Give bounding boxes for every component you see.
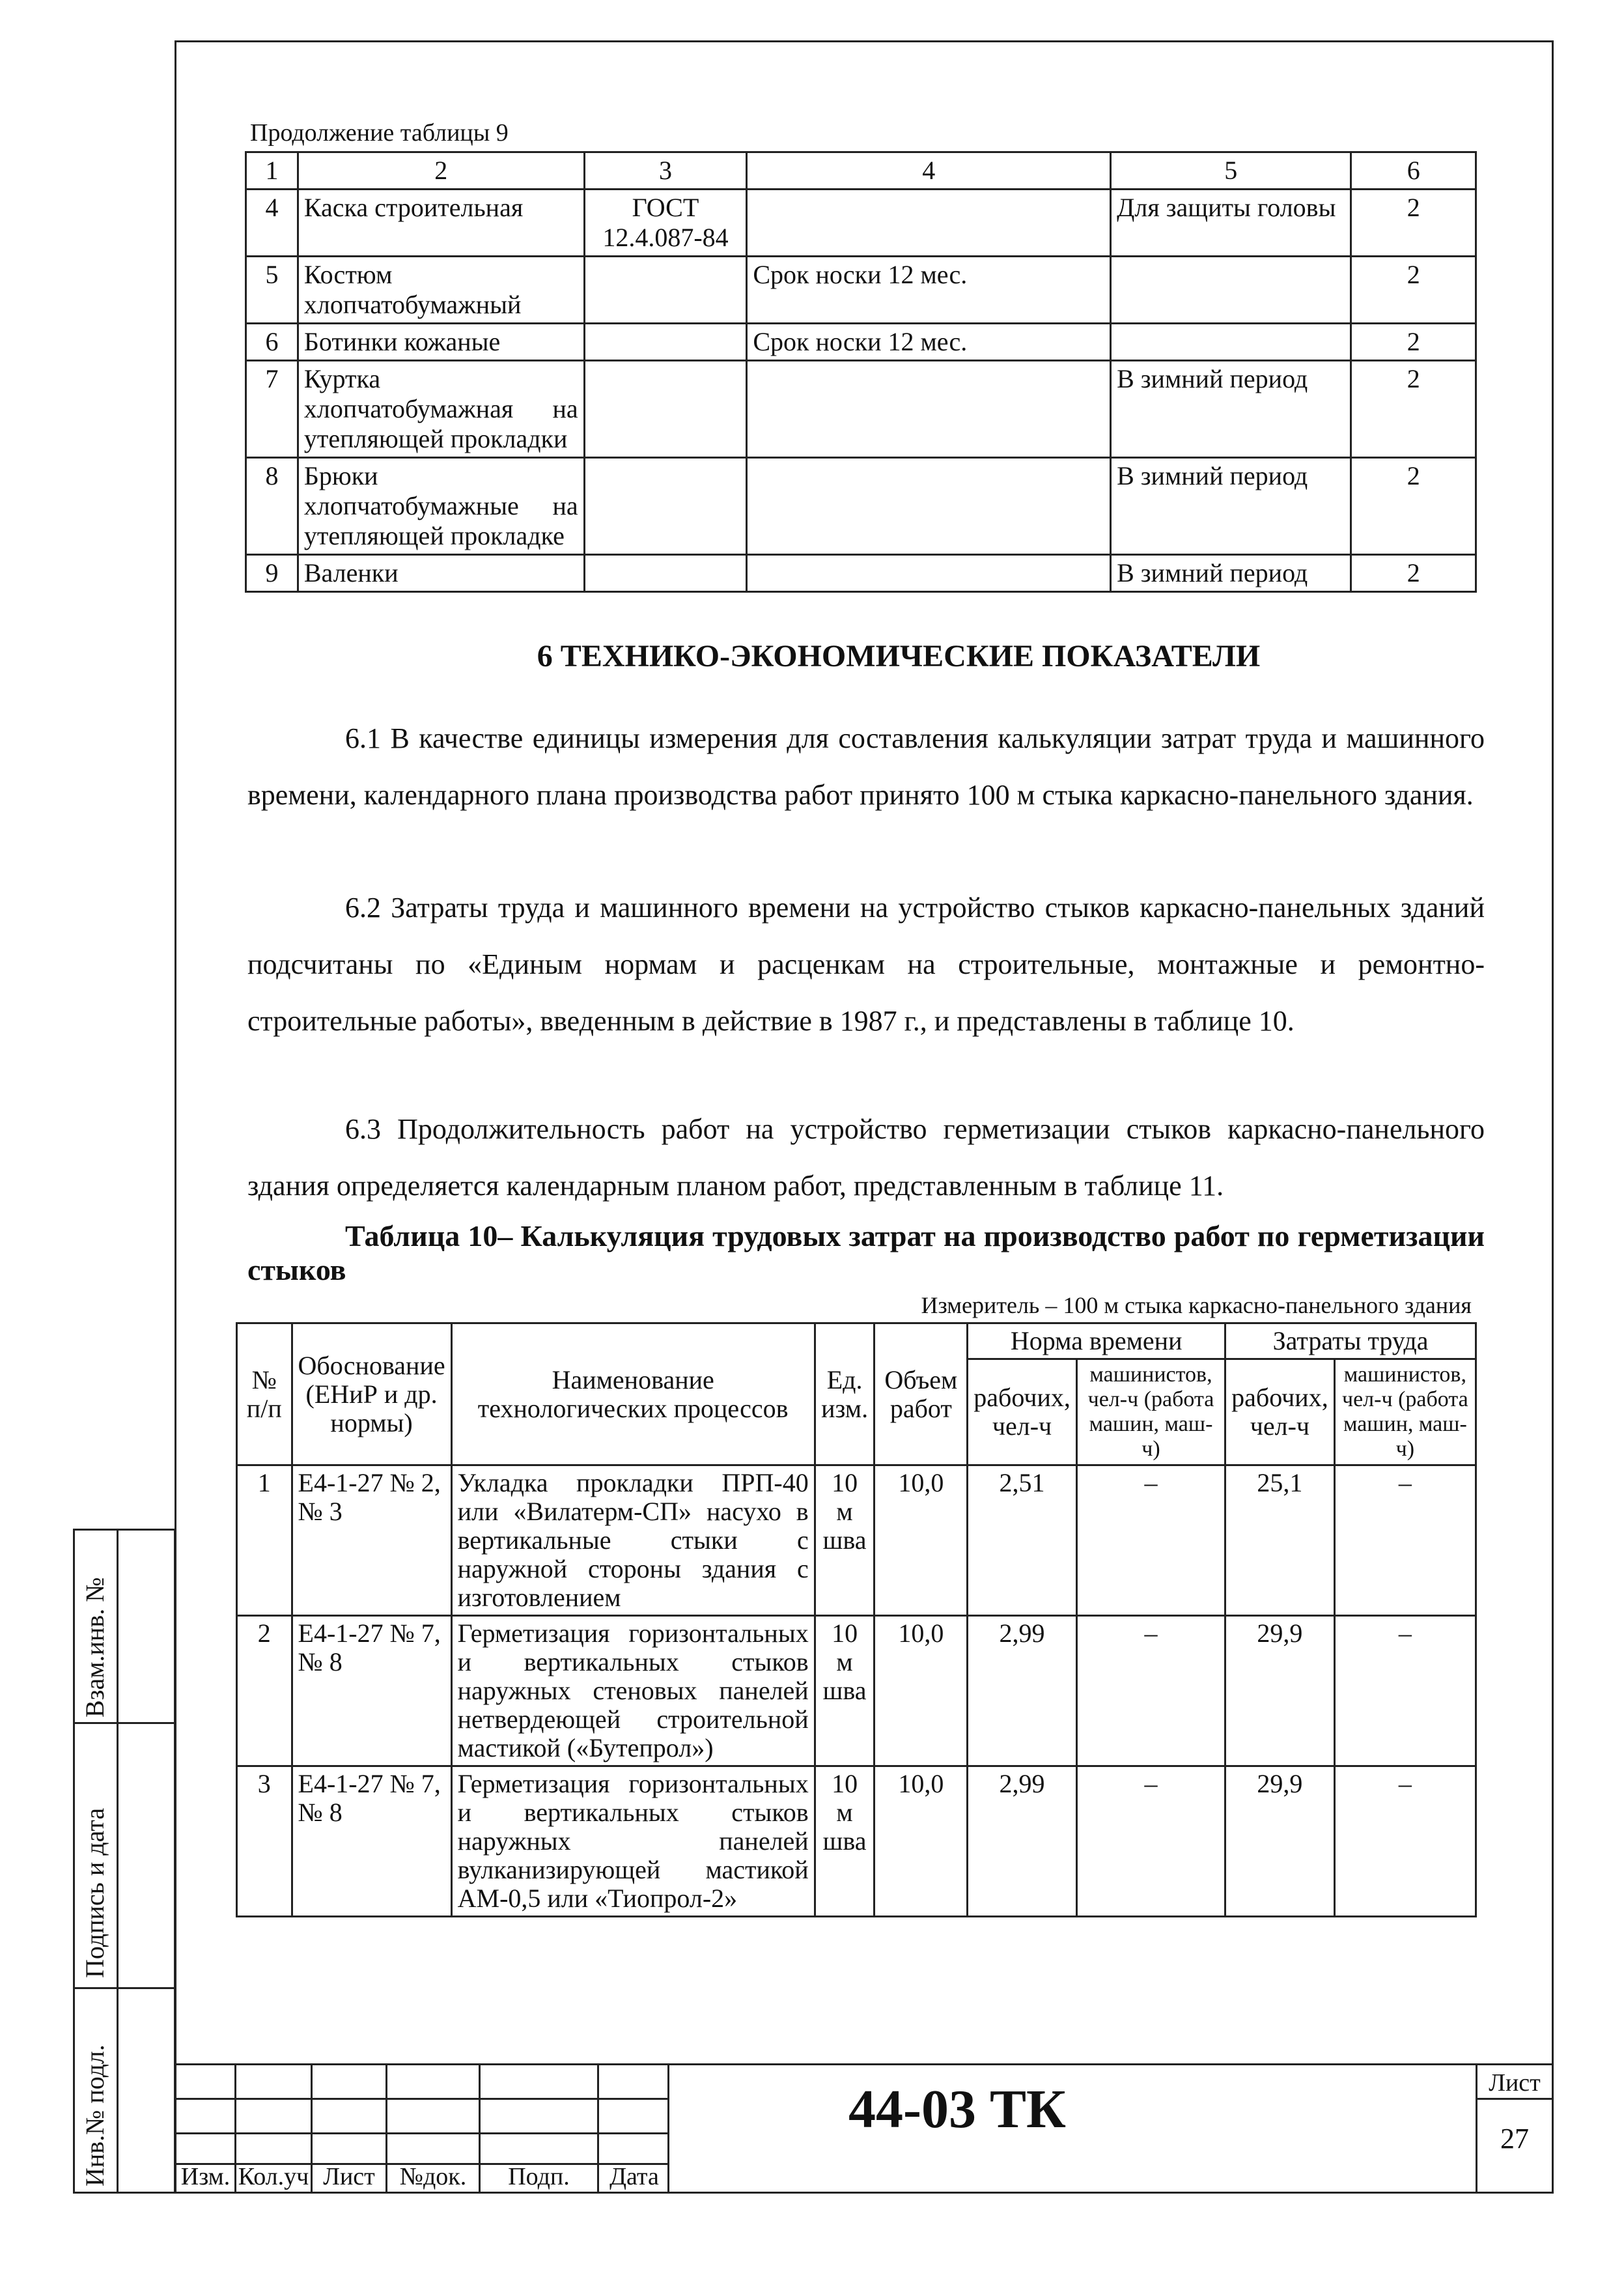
- table9-period: [747, 555, 1111, 592]
- table9: [245, 151, 1477, 593]
- table10-norm-machinists: –: [1076, 1616, 1225, 1766]
- table9-header-cell: 3: [584, 152, 747, 190]
- table10-h-vol: Объем работ: [875, 1323, 968, 1465]
- table9-qty: 2: [1351, 361, 1476, 458]
- table10-h-name: Наименование технологических процессов: [451, 1323, 815, 1465]
- table10-num: 2: [237, 1616, 292, 1766]
- stamp-ndok: №док.: [399, 2163, 467, 2190]
- table10-norm-workers: 2,99: [968, 1766, 1077, 1917]
- table10-name: Укладка прокладки ПРП-40 или «Вилатерм-СП» насухо в вертикальные стыки с наружной стороны здания с изготовлением: [451, 1465, 815, 1616]
- table9-num: 9: [246, 555, 298, 592]
- side-label-vzam: Взам.инв. №: [80, 1577, 109, 1717]
- side-label-inv: Инв.№ подл.: [80, 2044, 109, 2186]
- table9-doc: [584, 361, 747, 458]
- table9-header-cell: 2: [298, 152, 584, 190]
- table10-vol: 10,0: [875, 1465, 968, 1616]
- table9-header-cell: 6: [1351, 152, 1476, 190]
- table10-h-unit: Ед. изм.: [815, 1323, 875, 1465]
- table9-note: [1111, 257, 1351, 324]
- table10-vol: 10,0: [875, 1766, 968, 1917]
- table10-norm-workers: 2,99: [968, 1616, 1077, 1766]
- table10-h-machinists-cost: машинистов, чел-ч (работа машин, маш-ч): [1334, 1359, 1476, 1465]
- stamp-kol: Кол.уч: [238, 2163, 309, 2190]
- paragraph-6-2: [247, 879, 1485, 1049]
- paragraph-6-1: [247, 710, 1485, 823]
- side-label-podpis: Подпись и дата: [80, 1807, 109, 1978]
- table10-h-machinists: машинистов, чел-ч (работа машин, маш-ч): [1076, 1359, 1225, 1465]
- table9-name: Валенки: [298, 555, 584, 592]
- paragraph-6-1-text: 6.1 В качестве единицы измерения для составления калькуляции затрат труда и машинного времени, календарного плана производства работ принято 100 м стыка каркасно-панельного здания.: [247, 722, 1485, 811]
- stamp-sheet-label: Лист: [1489, 2069, 1541, 2097]
- table9-name: Ботинки кожаные: [298, 324, 584, 361]
- table9-note: В зимний период: [1111, 555, 1351, 592]
- table9-caption: Продолжение таблицы 9: [250, 119, 509, 147]
- table9-name: Куртка хлопчатобумажная на утепляющей прокладки: [298, 361, 584, 458]
- table10-h-cost: Затраты труда: [1225, 1323, 1476, 1359]
- table10-cost-workers: 29,9: [1225, 1766, 1335, 1917]
- table9-header-row: [246, 152, 1476, 190]
- table10-basis: Е4-1-27 № 7, № 8: [292, 1766, 451, 1917]
- table-row: [237, 1766, 1476, 1917]
- table9-num: 4: [246, 190, 298, 257]
- table-row: [246, 555, 1476, 592]
- table9-header-cell: 1: [246, 152, 298, 190]
- stamp-izm: Изм.: [180, 2163, 231, 2190]
- table9-note: В зимний период: [1111, 458, 1351, 555]
- table9-header-cell: 5: [1111, 152, 1351, 190]
- table10-unit: 10 м шва: [815, 1616, 875, 1766]
- table10-cost-machinists: –: [1334, 1465, 1476, 1616]
- table-row: [237, 1465, 1476, 1616]
- table9-period: [747, 458, 1111, 555]
- table10-h-norm: Норма времени: [968, 1323, 1225, 1359]
- table10-num: 1: [237, 1465, 292, 1616]
- table9-doc: [584, 458, 747, 555]
- table9-name: Брюки хлопчатобумажные на утепляющей прокладке: [298, 458, 584, 555]
- table10-name: Герметизация горизонтальных и вертикальных стыков наружных панелей вулканизирующей мастикой АМ-0,5 или «Тиопрол-2»: [451, 1766, 815, 1917]
- table9-name: Каска строительная: [298, 190, 584, 257]
- table-row: [237, 1616, 1476, 1766]
- table10-cost-workers: 29,9: [1225, 1616, 1335, 1766]
- table-row: [246, 257, 1476, 324]
- table9-num: 8: [246, 458, 298, 555]
- table9-qty: 2: [1351, 190, 1476, 257]
- table9-note: В зимний период: [1111, 361, 1351, 458]
- table10-h-workers-cost: рабочих, чел-ч: [1225, 1359, 1335, 1465]
- table10-title-text: Таблица 10– Калькуляция трудовых затрат на производство работ по герметизации стыков: [247, 1219, 1485, 1286]
- table10-basis: Е4-1-27 № 2, № 3: [292, 1465, 451, 1616]
- table-row: [246, 458, 1476, 555]
- paragraph-6-2-text: 6.2 Затраты труда и машинного времени на устройство стыков каркасно-панельных зданий подсчитаны по «Единым нормам и расценкам на строительные, монтажные и ремонтно-строительные работы», введенным в действие в 1987 г., и представлены в таблице 10.: [247, 892, 1485, 1037]
- table9-num: 7: [246, 361, 298, 458]
- table10-cost-workers: 25,1: [1225, 1465, 1335, 1616]
- table10-cost-machinists: –: [1334, 1616, 1476, 1766]
- table10-h-workers: рабочих, чел-ч: [968, 1359, 1077, 1465]
- table10-unit: 10 м шва: [815, 1766, 875, 1917]
- table9-period: Срок носки 12 мес.: [747, 324, 1111, 361]
- table10-header-row: [237, 1323, 1476, 1359]
- table9-doc: ГОСТ 12.4.087-84: [584, 190, 747, 257]
- stamp-data: Дата: [609, 2163, 659, 2190]
- stamp-podp: Подп.: [508, 2163, 570, 2190]
- stamp-sheet-number: 27: [1500, 2123, 1529, 2155]
- table10-title: [247, 1219, 1485, 1287]
- table10-basis: Е4-1-27 № 7, № 8: [292, 1616, 451, 1766]
- table9-num: 6: [246, 324, 298, 361]
- table10-num: 3: [237, 1766, 292, 1917]
- document-code: 44-03 ТК: [848, 2079, 1066, 2140]
- table9-period: [747, 361, 1111, 458]
- paragraph-6-3: [247, 1101, 1485, 1214]
- table-row: [246, 190, 1476, 257]
- table9-period: [747, 190, 1111, 257]
- table10-norm-machinists: –: [1076, 1766, 1225, 1917]
- table9-qty: 2: [1351, 257, 1476, 324]
- side-strip: [73, 1529, 175, 2194]
- table10-norm-workers: 2,51: [968, 1465, 1077, 1616]
- table9-doc: [584, 324, 747, 361]
- paragraph-6-3-text: 6.3 Продолжительность работ на устройство герметизации стыков каркасно-панельного здания определяется календарным планом работ, представленным в таблице 11.: [247, 1113, 1485, 1202]
- table10: [236, 1322, 1477, 1917]
- table9-note: Для защиты головы: [1111, 190, 1351, 257]
- table10-h-basis: Обоснование (ЕНиР и др. нормы): [292, 1323, 451, 1465]
- table10-name: Герметизация горизонтальных и вертикальных стыков наружных стеновых панелей нетвердеющей строительной мастикой («Бутепрол»): [451, 1616, 815, 1766]
- table9-doc: [584, 555, 747, 592]
- table-row: [246, 324, 1476, 361]
- table10-cost-machinists: –: [1334, 1766, 1476, 1917]
- stamp-list: Лист: [323, 2163, 375, 2190]
- table10-norm-machinists: –: [1076, 1465, 1225, 1616]
- section-heading: 6 ТЕХНИКО-ЭКОНОМИЧЕСКИЕ ПОКАЗАТЕЛИ: [537, 639, 1261, 673]
- table9-name: Костюм хлопчатобумажный: [298, 257, 584, 324]
- table-row: [246, 361, 1476, 458]
- table9-note: [1111, 324, 1351, 361]
- table9-header-cell: 4: [747, 152, 1111, 190]
- table10-vol: 10,0: [875, 1616, 968, 1766]
- table9-doc: [584, 257, 747, 324]
- table9-num: 5: [246, 257, 298, 324]
- table9-qty: 2: [1351, 458, 1476, 555]
- table10-unit: 10 м шва: [815, 1465, 875, 1616]
- table9-period: Срок носки 12 мес.: [747, 257, 1111, 324]
- table10-h-num: № п/п: [237, 1323, 292, 1465]
- table10-meter: Измеритель – 100 м стыка каркасно-панельного здания: [921, 1292, 1472, 1318]
- table9-qty: 2: [1351, 324, 1476, 361]
- table9-qty: 2: [1351, 555, 1476, 592]
